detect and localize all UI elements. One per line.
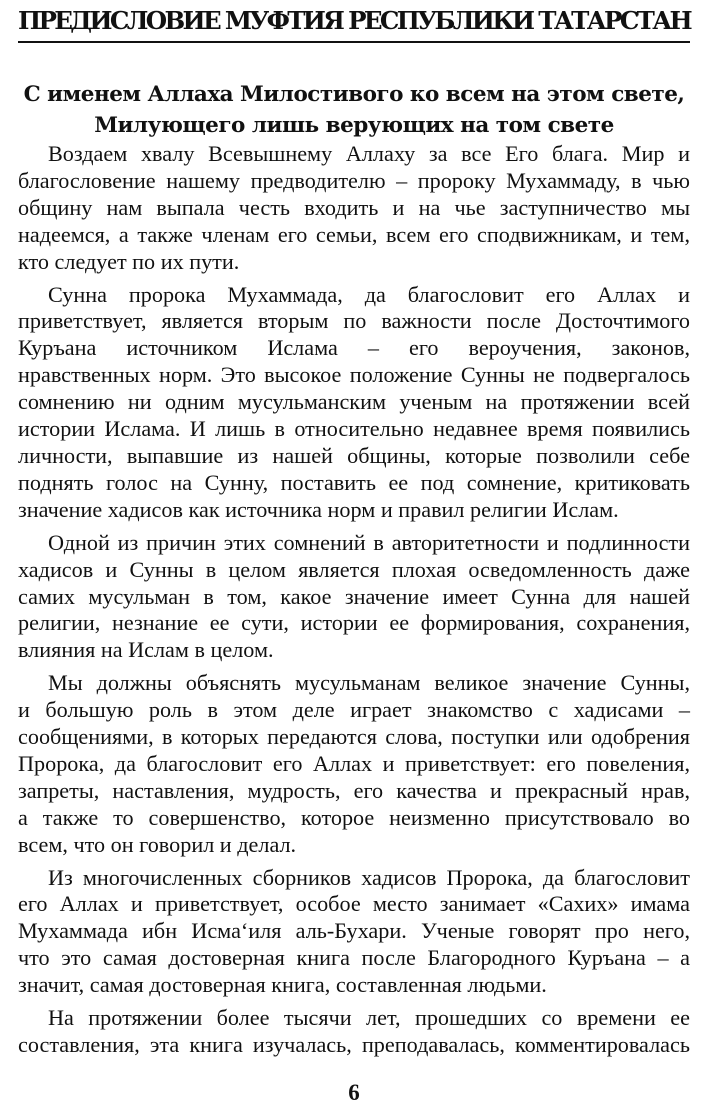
chapter-title: ПРЕДИСЛОВИЕ МУФТИЯ РЕСПУБЛИКИ ТАТАРСТАН <box>18 6 691 35</box>
page-number: 6 <box>348 1080 360 1105</box>
text-line: Мухаммада ибн Исма‘иля аль-Бухари. Ученые говорят про него, <box>18 918 690 944</box>
text-line: истории Ислама. И лишь в относительно недавнее время появились <box>18 416 690 442</box>
text-line: поднять голос на Сунну, поставить ее под сомнение, критиковать <box>18 469 690 495</box>
text-line: сомнению ни одним мусульманским ученым на протяжении всей <box>18 389 690 415</box>
basmala-line: С именем Аллаха Милостивого ко всем на этом свете, <box>23 82 685 107</box>
text-line: Сунна пророка Мухаммада, да благословит его Аллах и <box>48 281 690 307</box>
header-divider <box>18 41 690 43</box>
text-line: религии, незнание ее сути, истории ее формирования, сохранения, <box>18 610 690 636</box>
body-text <box>18 141 690 1059</box>
text-line: значит, самая достоверная книга, составленная людьми. <box>18 972 547 998</box>
text-line: а также то совершенство, которое неизменно присутствовало во <box>18 804 690 830</box>
text-line: влияния на Ислам в целом. <box>18 637 274 663</box>
paragraph <box>18 1005 690 1059</box>
text-line: запреты, наставления, мудрость, его качества и прекрасный нрав, <box>18 777 690 803</box>
paragraph <box>18 141 690 276</box>
text-line: кто следует по их пути. <box>18 248 240 274</box>
text-line: сообщениями, в которых передаются слова, поступки или одобрения <box>18 724 690 750</box>
text-line: и большую роль в этом деле играет знакомство с хадисами – <box>18 697 690 723</box>
text-line: Куръана источником Ислама – его вероучения, законов, <box>18 335 690 361</box>
text-line: приветствует, является вторым по важности после Досточтимого <box>18 308 690 334</box>
text-line: составления, эта книга изучалась, преподавалась, комментировалась <box>18 1032 690 1057</box>
basmala-line: Милующего лишь верующих на том свете <box>94 113 614 138</box>
basmala <box>18 79 690 141</box>
text-line: нравственных норм. Это высокое положение Сунны не подвергалось <box>18 362 690 388</box>
text-line: что это самая достоверная книга после Благородного Куръана – а <box>18 945 690 971</box>
text-line: самих мусульман в том, какое значение имеет Сунна для нашей <box>18 583 690 609</box>
text-line: благословение нашему предводителю – пророку Мухаммаду, в чью <box>18 167 690 193</box>
text-line: личности, выпавшие из нашей общины, которые позволили себе <box>18 442 690 468</box>
paragraph <box>18 530 690 665</box>
text-line: надеемся, а также членам его семьи, всем его сподвижникам, и тем, <box>18 221 690 247</box>
paragraph <box>18 282 690 524</box>
text-line: общину нам выпала честь входить и на чье заступничество мы <box>18 194 690 220</box>
text-line: Воздаем хвалу Всевышнему Аллаху за все Его блага. Мир и <box>48 141 690 166</box>
text-line: значение хадисов как источника норм и правил религии Ислам. <box>18 496 619 522</box>
text-line: На протяжении более тысячи лет, прошедших со времени ее <box>48 1005 690 1031</box>
text-line: всем, что он говорил и делал. <box>18 831 297 857</box>
text-line: Мы должны объяснять мусульманам великое значение Сунны, <box>48 670 690 696</box>
text-line: хадисов и Сунны в целом является плохая осведомленность даже <box>18 556 690 582</box>
paragraph <box>18 865 690 1000</box>
paragraph <box>18 670 690 858</box>
text-line: Из многочисленных сборников хадисов Пророка, да благословит <box>48 864 690 890</box>
text-line: Одной из причин этих сомнений в авторитетности и подлинности <box>48 529 690 555</box>
text-line: Пророка, да благословит его Аллах и приветствует: его повеления, <box>18 750 690 776</box>
text-line: его Аллах и приветствует, особое место занимает «Сахих» имама <box>18 891 690 917</box>
